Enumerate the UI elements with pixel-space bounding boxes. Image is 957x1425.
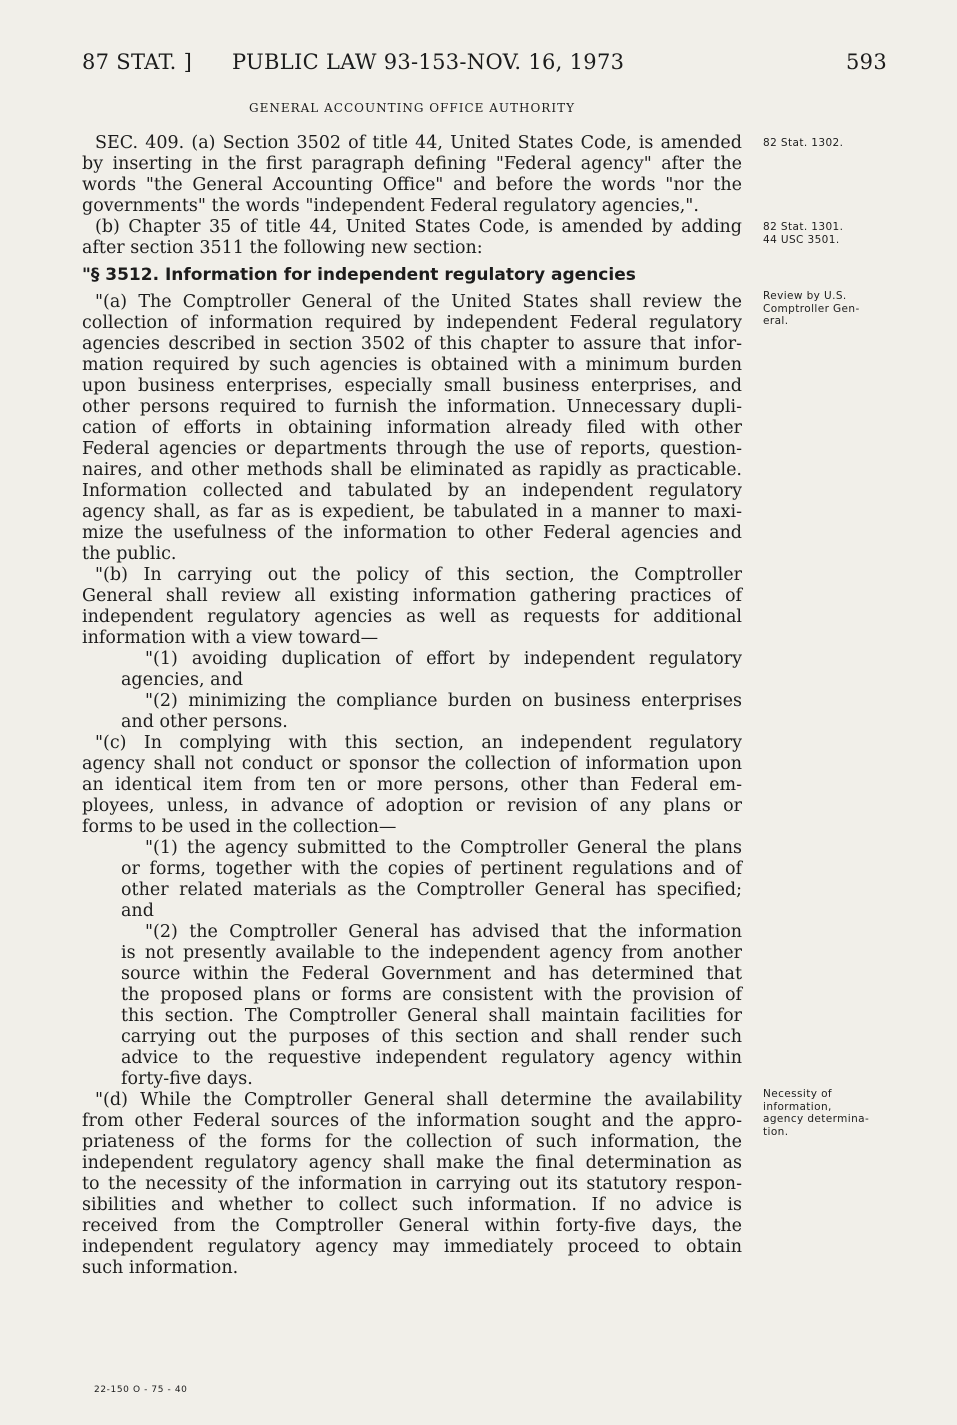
body-line: "(b) In carrying out the policy of this section, the Comptroller	[95, 565, 742, 585]
body-line: forty-five days.	[121, 1069, 253, 1089]
body-line: an identical item from ten or more persons, other than Federal em-	[82, 775, 742, 795]
body-line: the public.	[82, 544, 177, 564]
body-line: and other persons.	[121, 712, 288, 732]
body-line: "(a) The Comptroller General of the United States shall review the	[95, 292, 742, 312]
margin-note-necessity: Necessity of information, agency determina- tion.	[763, 1088, 870, 1138]
body-line: independent regulatory agency shall make the final determination as	[82, 1153, 742, 1173]
body-line: agencies, and	[121, 670, 244, 690]
body-line: "(2) the Comptroller General has advised that the information	[145, 922, 742, 942]
body-line: independent regulatory agencies as well as requests for additional	[82, 607, 742, 627]
body-line: mize the usefulness of the information to other Federal agencies and	[82, 523, 742, 543]
body-line: upon business enterprises, especially small business enterprises, and	[82, 376, 742, 396]
body-line: received from the Comptroller General within forty-five days, the	[82, 1216, 742, 1236]
body-line: "(c) In complying with this section, an independent regulatory	[95, 733, 742, 753]
printing-code: 22-150 O - 75 - 40	[94, 1385, 188, 1395]
body-line: Federal agencies or departments through the use of reports, question-	[82, 439, 742, 459]
body-line: this section. The Comptroller General shall maintain facilities for	[121, 1006, 742, 1026]
body-line: information with a view toward—	[82, 628, 379, 648]
margin-note-stat-1302: 82 Stat. 1302.	[763, 137, 844, 149]
section-heading: GENERAL ACCOUNTING OFFICE AUTHORITY	[249, 101, 575, 115]
body-line: "(1) avoiding duplication of effort by independent regulatory	[145, 649, 742, 669]
body-line: ployees, unless, in advance of adoption or revision of any plans or	[82, 796, 742, 816]
body-line: forms to be used in the collection—	[82, 817, 397, 837]
margin-note-review: Review by U.S. Comptroller Gen- eral.	[763, 290, 860, 327]
body-line: SEC. 409. (a) Section 3502 of title 44, United States Code, is amended	[95, 133, 742, 153]
body-line: sibilities and whether to collect such information. If no advice is	[82, 1195, 742, 1215]
body-line: priateness of the forms for the collection of such information, the	[82, 1132, 742, 1152]
body-line: such information.	[82, 1258, 239, 1278]
body-line: agencies described in section 3502 of this chapter to assure that infor-	[82, 334, 742, 354]
body-line: is not presently available to the independent agency from another	[121, 943, 742, 963]
body-line: and	[121, 901, 154, 921]
body-line: "(2) minimizing the compliance burden on business enterprises	[145, 691, 742, 711]
body-line: from other Federal sources of the information sought and the appro-	[82, 1111, 742, 1131]
page-number: 593	[846, 50, 887, 74]
running-head-volume: 87 STAT. ]	[82, 50, 193, 74]
body-line: cation of efforts in obtaining information already filed with other	[82, 418, 742, 438]
body-line: other related materials as the Comptroller General has specified;	[121, 880, 742, 900]
body-line: words "the General Accounting Office" and before the words "nor the	[82, 175, 742, 195]
body-line: carrying out the purposes of this section and shall render such	[121, 1027, 742, 1047]
body-line: naires, and other methods shall be eliminated as rapidly as practicable.	[82, 460, 742, 480]
body-line: (b) Chapter 35 of title 44, United States Code, is amended by adding	[95, 217, 742, 237]
running-head-title: PUBLIC LAW 93-153-NOV. 16, 1973	[232, 50, 625, 74]
body-line: "(d) While the Comptroller General shall determine the availability	[95, 1090, 742, 1110]
body-line: "(1) the agency submitted to the Comptroller General the plans	[145, 838, 742, 858]
body-line: independent regulatory agency may immediately proceed to obtain	[82, 1237, 742, 1257]
body-line: collection of information required by independent Federal regulatory	[82, 313, 742, 333]
body-line: agency shall, as far as is expedient, be tabulated in a manner to maxi-	[82, 502, 742, 522]
margin-note-stat-1301: 82 Stat. 1301. 44 USC 3501.	[763, 221, 844, 246]
body-line: General shall review all existing information gathering practices of	[82, 586, 742, 606]
body-line: source within the Federal Government and has determined that	[121, 964, 742, 984]
section-title: "§ 3512. Information for independent regulatory agencies	[82, 265, 636, 285]
body-line: agency shall not conduct or sponsor the collection of information upon	[82, 754, 742, 774]
body-line: advice to the requestive independent regulatory agency within	[121, 1048, 742, 1068]
body-line: after section 3511 the following new section:	[82, 238, 483, 258]
body-line: Information collected and tabulated by an independent regulatory	[82, 481, 742, 501]
body-line: mation required by such agencies is obtained with a minimum burden	[82, 355, 742, 375]
body-line: the proposed plans or forms are consistent with the provision of	[121, 985, 742, 1005]
body-line: or forms, together with the copies of pertinent regulations and of	[121, 859, 742, 879]
body-line: by inserting in the first paragraph defining "Federal agency" after the	[82, 154, 742, 174]
body-line: to the necessity of the information in carrying out its statutory respon-	[82, 1174, 742, 1194]
body-line: other persons required to furnish the information. Unnecessary dupli-	[82, 397, 742, 417]
body-line: governments" the words "independent Federal regulatory agencies,".	[82, 196, 699, 216]
